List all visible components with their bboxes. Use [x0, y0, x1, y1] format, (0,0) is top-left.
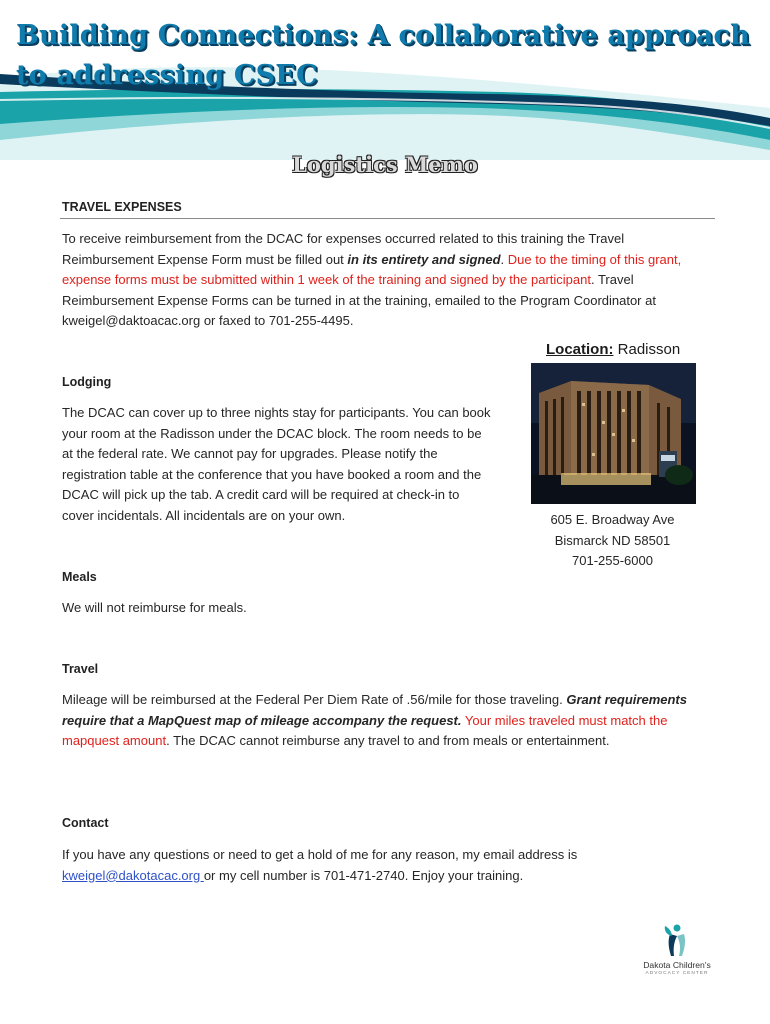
child-figure-icon: [638, 922, 716, 960]
heading-divider: [60, 218, 715, 219]
memo-title: Logistics Memo: [292, 152, 478, 177]
address-street: 605 E. Broadway Ave: [550, 512, 675, 527]
header-banner: [0, 0, 770, 160]
lodging-heading: Lodging: [62, 375, 112, 389]
address-phone: 701-255-6000: [572, 553, 653, 568]
travel-paragraph: Mileage will be reimbursed at the Federal Per Diem Rate of .56/mile for those traveling. Grant requirements require that a MapQuest map of mileage accompany the request. Your miles traveled must match the mapquest amount. The DCAC cannot reimburse any travel to and from meals or entertainment.: [62, 692, 687, 749]
lodging-paragraph: The DCAC can cover up to three nights stay for participants. You can book your room at the Radisson under the DCAC block. The room needs to be at the federal rate. We cannot pay for upgrades. Please notify the registration table at the conference that you have booked a room and the DCAC will pick up the tab. A credit card will be required at check-in to cover incidentals. All incidentals are on your own.: [62, 405, 491, 523]
contact-paragraph: If you have any questions or need to get a hold of me for any reason, my email address is kweigel@dakotacac.org or my cell number is 701-471-2740. Enjoy your training.: [62, 847, 578, 883]
dcac-logo: [638, 922, 716, 980]
travel-expenses-paragraph: To receive reimbursement from the DCAC for expenses occurred related to this training the Travel Reimbursement Expense Form must be filled out in its entirety and signed. Due to the timing of this grant, expense forms must be submitted within 1 week of the training and signed by the participant. Travel Reimbursement Expense Forms can be turned in at the training, emailed to the Program Coordinator at kweigel@daktoacac.org or faxed to 701-255-4495.: [62, 231, 682, 329]
hotel-photo: [531, 363, 696, 504]
hotel-address: [520, 510, 705, 572]
location-label: Location: Radisson: [546, 341, 681, 358]
meals-paragraph: We will not reimburse for meals.: [62, 600, 247, 615]
address-city: Bismarck ND 58501: [554, 532, 671, 548]
document-title: Building Connections: A collaborative approach to addressing CSEC: [16, 20, 750, 91]
meals-heading: Meals: [62, 570, 97, 584]
logo-subtitle: ADVOCACY CENTER: [645, 971, 709, 976]
logo-name: Dakota Children's: [643, 960, 711, 970]
contact-heading: Contact: [62, 816, 109, 830]
travel-heading: Travel: [62, 662, 99, 676]
contact-email-link[interactable]: kweigel@dakotacac.org: [62, 867, 204, 883]
travel-expenses-heading: TRAVEL EXPENSES: [62, 200, 182, 214]
